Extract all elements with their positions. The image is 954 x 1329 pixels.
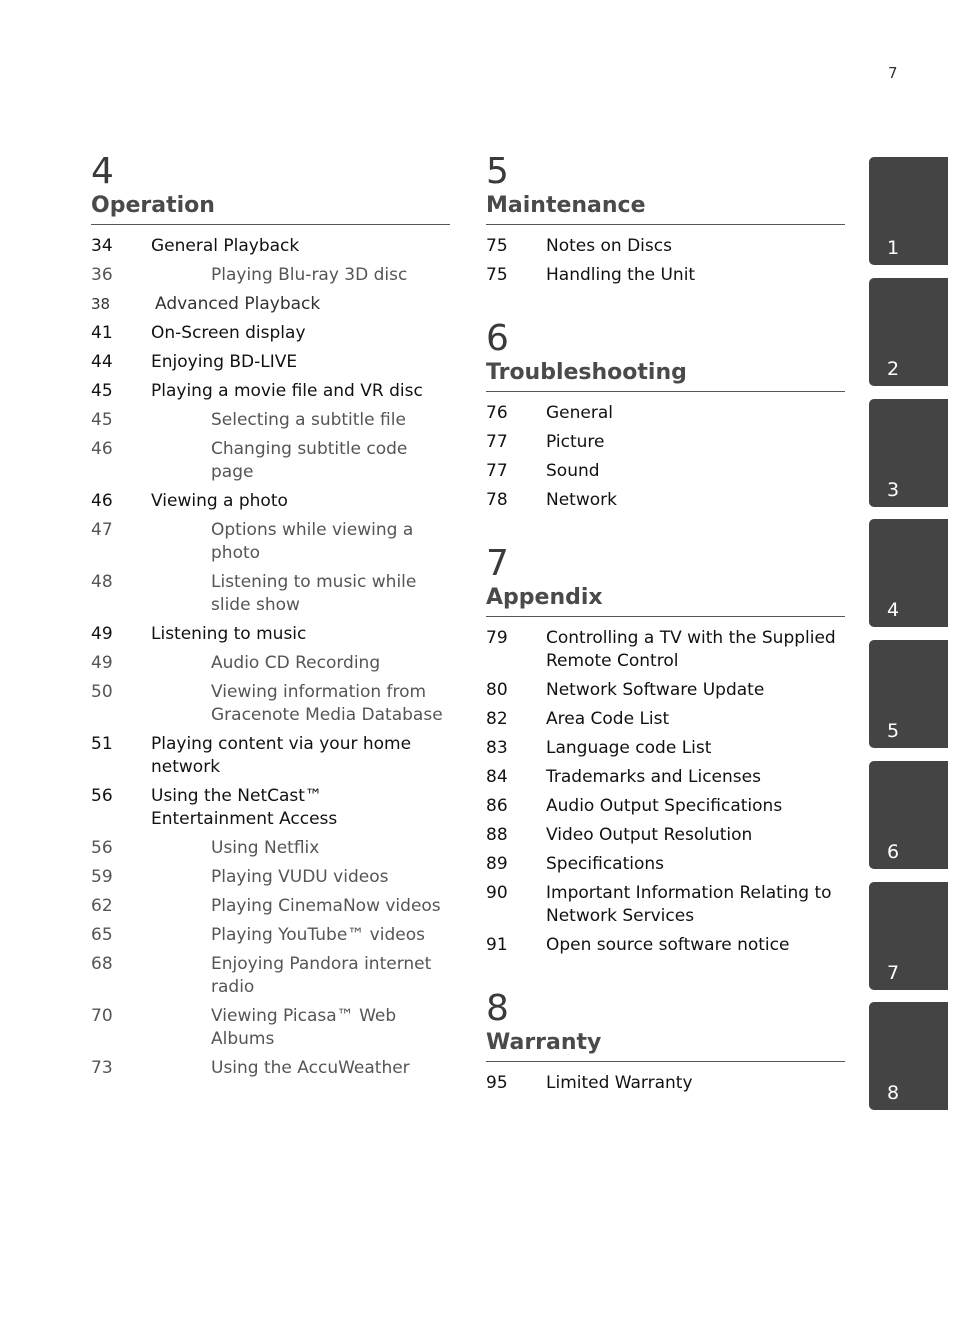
toc-entry[interactable] — [91, 837, 450, 860]
toc-entry-title: Playing Blu-ray 3D disc — [211, 265, 408, 285]
toc-entry[interactable] — [91, 652, 450, 675]
toc-entry[interactable] — [486, 708, 845, 731]
toc-entry-page: 73 — [91, 1058, 113, 1078]
toc-entry-title: Handling the Unit — [546, 265, 696, 285]
chapter-tab-label: 1 — [887, 237, 900, 259]
toc-entry[interactable] — [91, 1005, 450, 1051]
toc-entry-title: Playing VUDU videos — [211, 867, 389, 887]
toc-entry-page: 75 — [486, 265, 508, 285]
toc-entry-title: Advanced Playback — [155, 294, 321, 314]
toc-entry-page: 56 — [91, 838, 113, 858]
chapter-tab-label: 3 — [887, 479, 900, 501]
chapter-tab-7[interactable] — [869, 882, 948, 990]
toc-entry[interactable] — [486, 1072, 845, 1095]
toc-entry[interactable] — [91, 785, 450, 831]
chapter-tab-label: 8 — [887, 1082, 900, 1104]
toc-entry-title: Viewing Picasa™ Web Albums — [211, 1006, 397, 1049]
toc-section-warranty — [486, 989, 845, 1095]
toc-entry[interactable] — [486, 489, 845, 512]
toc-entry-page: 49 — [91, 624, 113, 644]
toc-entry[interactable] — [91, 571, 450, 617]
chapter-tab-label: 6 — [887, 841, 900, 863]
chapter-tab-label: 2 — [887, 358, 900, 380]
toc-entry-page: 47 — [91, 520, 113, 540]
toc-entry-title: Options while viewing a photo — [211, 520, 414, 563]
toc-entry-title: Selecting a subtitle file — [211, 410, 406, 430]
toc-section-operation — [91, 152, 450, 1080]
chapter-tab-8[interactable] — [869, 1002, 948, 1110]
toc-entry[interactable] — [486, 402, 845, 425]
toc-entry[interactable] — [486, 795, 845, 818]
toc-entry[interactable] — [91, 623, 450, 646]
toc-entry-title: Playing a movie file and VR disc — [151, 381, 423, 401]
toc-entry-page: 46 — [91, 491, 113, 511]
toc-section-maintenance — [486, 152, 845, 287]
toc-entry[interactable] — [486, 235, 845, 258]
toc-entry-page: 48 — [91, 572, 113, 592]
toc-entry-page: 91 — [486, 935, 508, 955]
toc-entry-title: Picture — [546, 432, 605, 452]
toc-entry-page: 44 — [91, 352, 113, 372]
toc-entry-title: Important Information Relating to Network Services — [546, 883, 832, 926]
toc-entry[interactable] — [91, 351, 450, 374]
toc-entry-page: 38 — [91, 295, 111, 313]
toc-entry[interactable] — [486, 766, 845, 789]
section-title: Troubleshooting — [486, 359, 845, 392]
toc-entry-page: 88 — [486, 825, 508, 845]
toc-entry[interactable] — [486, 431, 845, 454]
toc-entry-page: 41 — [91, 323, 113, 343]
toc-entry-page: 45 — [91, 410, 113, 430]
toc-entry-title: Notes on Discs — [546, 236, 672, 256]
section-number: 5 — [486, 151, 509, 192]
toc-entry-title: Network — [546, 490, 617, 510]
toc-section-troubleshooting — [486, 319, 845, 512]
toc-entry[interactable] — [91, 895, 450, 918]
toc-entry[interactable] — [486, 853, 845, 876]
toc-entry-title: Playing CinemaNow videos — [211, 896, 441, 916]
toc-entry-title: Area Code List — [546, 709, 670, 729]
toc-entry[interactable] — [91, 924, 450, 947]
toc-entry-title: Using the NetCast™ Entertainment Access — [151, 786, 338, 829]
toc-entry[interactable] — [91, 438, 450, 484]
toc-entry-title: Listening to music while slide show — [211, 572, 417, 615]
toc-entry-page: 79 — [486, 628, 508, 648]
toc-entry[interactable] — [91, 409, 450, 432]
toc-entry-title: Open source software notice — [546, 935, 790, 955]
toc-section-appendix — [486, 544, 845, 957]
toc-entry-page: 83 — [486, 738, 508, 758]
toc-entry-title: Audio CD Recording — [211, 653, 381, 673]
toc-entry-title: Viewing information from Gracenote Media Database — [211, 682, 443, 725]
chapter-tab-label: 7 — [887, 962, 900, 984]
chapter-tab-2[interactable] — [869, 278, 948, 386]
toc-entry[interactable] — [486, 460, 845, 483]
toc-column-right — [486, 152, 845, 1101]
toc-entry-page: 50 — [91, 682, 113, 702]
toc-entry-list — [486, 627, 845, 957]
toc-entry-title: General Playback — [151, 236, 300, 256]
toc-entry-title: Listening to music — [151, 624, 307, 644]
chapter-tab-label: 4 — [887, 599, 900, 621]
toc-entry-title: Enjoying BD-LIVE — [151, 352, 298, 372]
toc-entry[interactable] — [486, 737, 845, 760]
toc-entry[interactable] — [486, 882, 845, 928]
toc-entry-title: General — [546, 403, 613, 423]
toc-entry[interactable] — [91, 1057, 450, 1080]
chapter-tab-3[interactable] — [869, 399, 948, 507]
toc-entry[interactable] — [91, 322, 450, 345]
toc-entry-page: 95 — [486, 1073, 508, 1093]
section-number: 7 — [486, 543, 509, 584]
toc-entry-title: Audio Output Specifications — [546, 796, 783, 816]
toc-entry[interactable] — [91, 490, 450, 513]
toc-entry-title: Language code List — [546, 738, 712, 758]
toc-entry-title: Using Netflix — [211, 838, 320, 858]
toc-entry-page: 49 — [91, 653, 113, 673]
chapter-tab-5[interactable] — [869, 640, 948, 748]
toc-entry-title: Video Output Resolution — [546, 825, 753, 845]
toc-entry-page: 77 — [486, 432, 508, 452]
chapter-tab-1[interactable] — [869, 157, 948, 265]
toc-entry-title: On-Screen display — [151, 323, 306, 343]
toc-entry-page: 70 — [91, 1006, 113, 1026]
section-number: 8 — [486, 988, 509, 1029]
toc-entry[interactable] — [91, 866, 450, 889]
toc-entry-page: 90 — [486, 883, 508, 903]
chapter-tab-6[interactable] — [869, 761, 948, 869]
toc-entry[interactable] — [486, 824, 845, 847]
toc-entry-title: Playing content via your home network — [151, 734, 412, 777]
toc-entry[interactable] — [91, 733, 450, 779]
toc-entry-page: 46 — [91, 439, 113, 459]
toc-entry-page: 59 — [91, 867, 113, 887]
toc-entry[interactable] — [486, 264, 845, 287]
chapter-tab-4[interactable] — [869, 519, 948, 627]
toc-entry-list — [486, 402, 845, 512]
toc-entry[interactable] — [486, 934, 845, 957]
toc-entry[interactable] — [486, 679, 845, 702]
section-title: Maintenance — [486, 192, 845, 225]
toc-entry-title: Controlling a TV with the Supplied Remote Control — [546, 628, 836, 671]
toc-entry-list — [486, 1072, 845, 1095]
toc-entry-list — [91, 235, 450, 1080]
toc-entry-page: 65 — [91, 925, 113, 945]
toc-entry-page: 80 — [486, 680, 508, 700]
toc-entry-list — [486, 235, 845, 287]
toc-entry-page: 51 — [91, 734, 113, 754]
toc-entry-page: 36 — [91, 265, 113, 285]
toc-entry[interactable] — [91, 380, 450, 403]
section-number: 4 — [91, 151, 114, 192]
chapter-tab-label: 5 — [887, 720, 900, 742]
toc-entry-title: Trademarks and Licenses — [546, 767, 761, 787]
section-number: 6 — [486, 318, 509, 359]
toc-entry-page: 77 — [486, 461, 508, 481]
toc-entry-page: 75 — [486, 236, 508, 256]
section-title: Warranty — [486, 1029, 845, 1062]
toc-entry[interactable] — [91, 953, 450, 999]
toc-entry-title: Network Software Update — [546, 680, 765, 700]
toc-entry[interactable] — [91, 681, 450, 727]
toc-entry[interactable] — [91, 519, 450, 565]
toc-entry-title: Using the AccuWeather — [211, 1058, 410, 1078]
toc-entry[interactable] — [486, 627, 845, 673]
toc-entry-title: Limited Warranty — [546, 1073, 693, 1093]
toc-entry[interactable] — [91, 235, 450, 258]
toc-entry-title: Viewing a photo — [151, 491, 288, 511]
toc-entry-page: 78 — [486, 490, 508, 510]
toc-entry-page: 86 — [486, 796, 508, 816]
toc-entry-page: 82 — [486, 709, 508, 729]
toc-entry-page: 89 — [486, 854, 508, 874]
toc-entry-page: 62 — [91, 896, 113, 916]
section-title: Appendix — [486, 584, 845, 617]
section-title: Operation — [91, 192, 450, 225]
toc-entry[interactable] — [91, 293, 450, 316]
toc-entry-page: 56 — [91, 786, 113, 806]
toc-entry-title: Changing subtitle code page — [211, 439, 408, 482]
toc-entry-title: Enjoying Pandora internet radio — [211, 954, 432, 997]
toc-entry[interactable] — [91, 264, 450, 287]
toc-entry-page: 34 — [91, 236, 113, 256]
toc-entry-page: 68 — [91, 954, 113, 974]
toc-entry-title: Sound — [546, 461, 600, 481]
toc-column-left — [91, 152, 450, 1086]
toc-entry-page: 76 — [486, 403, 508, 423]
toc-entry-page: 84 — [486, 767, 508, 787]
toc-entry-title: Specifications — [546, 854, 665, 874]
page-number: 7 — [888, 64, 898, 82]
toc-entry-page: 45 — [91, 381, 113, 401]
toc-entry-title: Playing YouTube™ videos — [211, 925, 425, 945]
